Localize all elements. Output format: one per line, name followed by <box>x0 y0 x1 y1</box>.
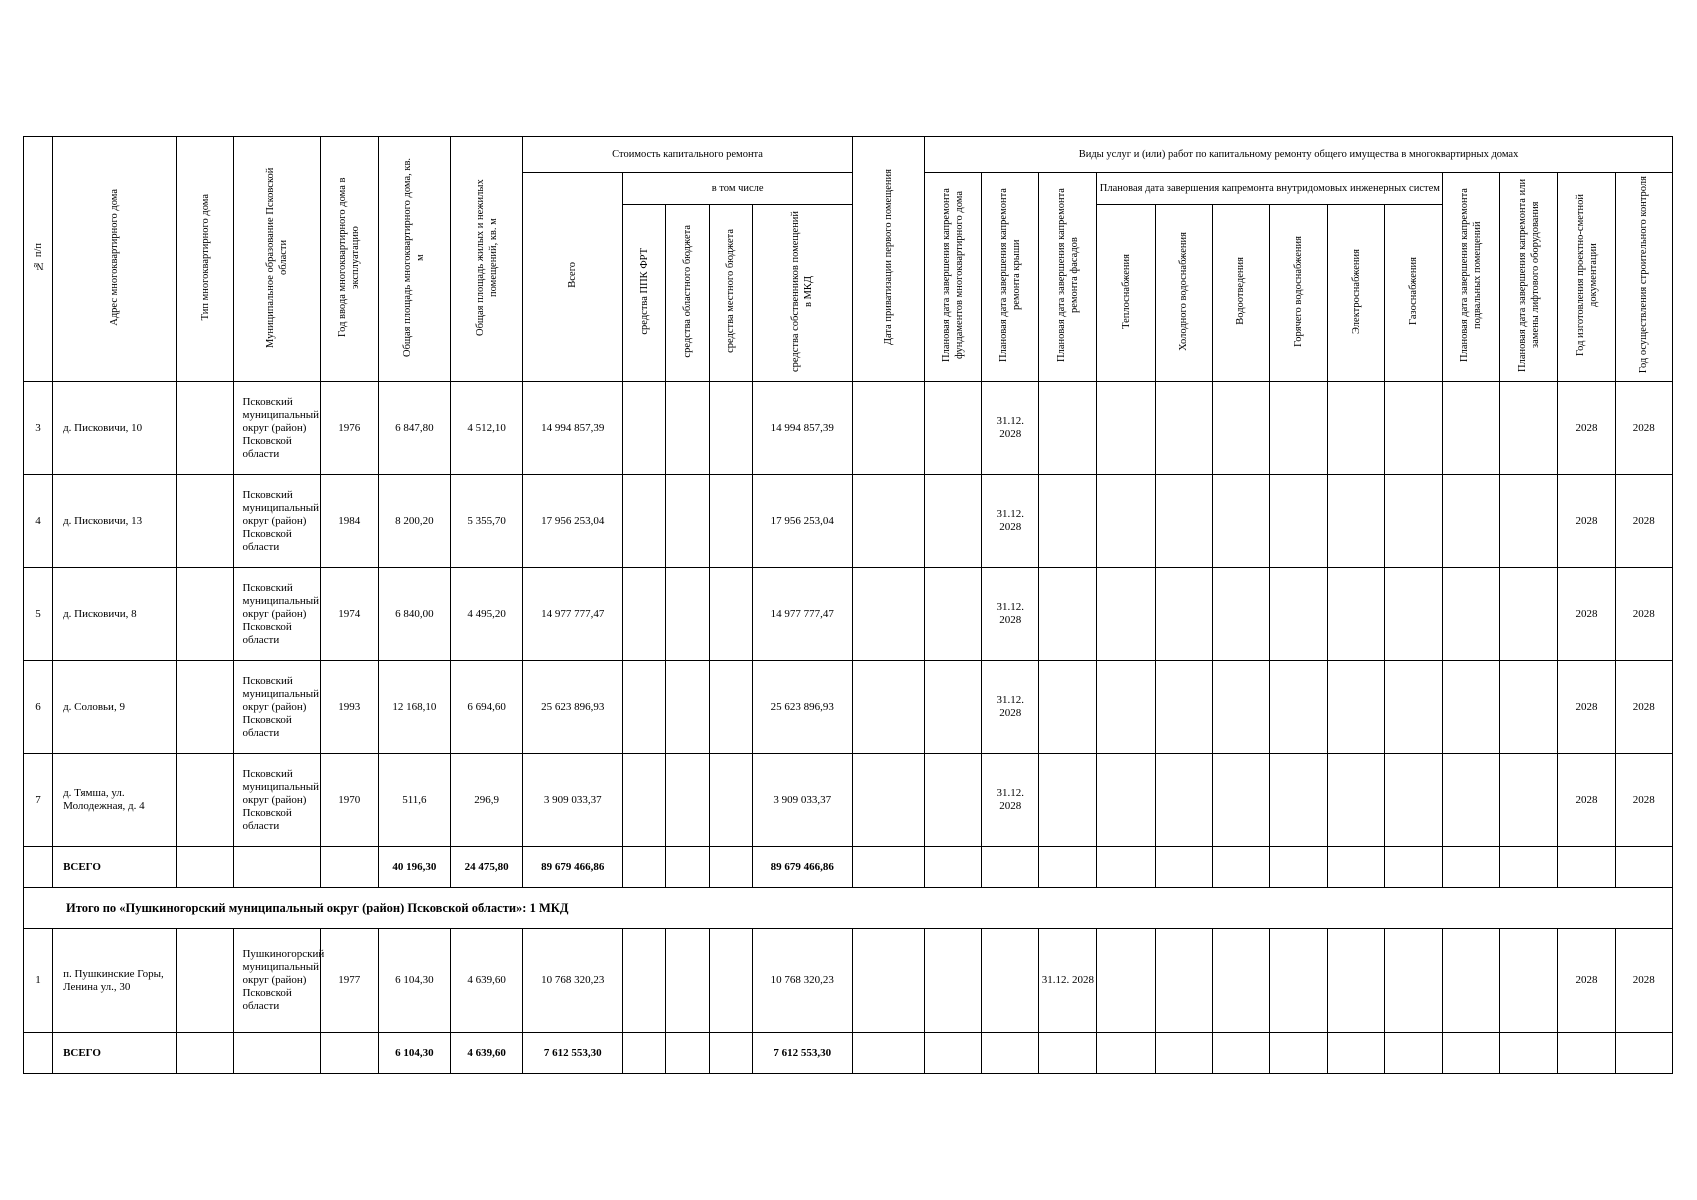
row-w-foundation <box>925 568 982 661</box>
total-works-empty-cell <box>1385 847 1443 888</box>
row-cost-total: 14 994 857,39 <box>523 382 623 475</box>
header-w-design: Год изготовления проектно-сметной документации <box>1558 173 1615 382</box>
total-num <box>24 1033 53 1074</box>
row-year: 1993 <box>320 661 378 754</box>
row-priv-date <box>852 568 924 661</box>
row-w-facade <box>1039 382 1097 475</box>
row-w-facade <box>1039 754 1097 847</box>
row-w-basement <box>1443 929 1500 1033</box>
header-year-in: Год ввода многоквартирного дома в эксплуатацию <box>320 137 378 382</box>
row-eng-empty-cell <box>1385 568 1443 661</box>
row-eng-empty-cell <box>1097 568 1155 661</box>
row-type <box>177 929 234 1033</box>
row-type <box>177 382 234 475</box>
total-works-empty-cell <box>1385 1033 1443 1074</box>
row-eng-empty-cell <box>1327 568 1384 661</box>
row-eng-empty-cell <box>1155 929 1212 1033</box>
header-municipality: Муниципальное образование Псковской области <box>234 137 320 382</box>
row-eng-empty-cell <box>1212 382 1269 475</box>
row-w-roof: 31.12. 2028 <box>982 568 1039 661</box>
table-row <box>24 661 1673 754</box>
row-w-design: 2028 <box>1558 475 1615 568</box>
row-src-empty-cell <box>709 568 752 661</box>
row-src-empty-cell <box>709 929 752 1033</box>
total-src-empty-cell <box>709 847 752 888</box>
row-eng-empty-cell <box>1097 475 1155 568</box>
total-src-owners: 7 612 553,30 <box>752 1033 852 1074</box>
header-type: Тип многоквартирного дома <box>177 137 234 382</box>
row-eng-empty-cell <box>1097 754 1155 847</box>
total-works-empty-cell <box>1039 1033 1097 1074</box>
row-w-lift <box>1500 568 1558 661</box>
row-w-roof <box>982 929 1039 1033</box>
row-w-roof: 31.12. 2028 <box>982 754 1039 847</box>
row-src-empty-cell <box>666 661 709 754</box>
total-num <box>24 847 53 888</box>
total-works-empty-cell <box>1615 1033 1672 1074</box>
row-municipality: Пушкиногорский муниципальный округ (район) Псковской области <box>234 929 320 1033</box>
row-area-total: 8 200,20 <box>378 475 450 568</box>
row-cost-total: 3 909 033,37 <box>523 754 623 847</box>
row-w-lift <box>1500 754 1558 847</box>
row-eng-empty-cell <box>1212 929 1269 1033</box>
row-eng-empty-cell <box>1212 661 1269 754</box>
total-cost-total: 89 679 466,86 <box>523 847 623 888</box>
row-src-empty-cell <box>709 475 752 568</box>
table-row <box>24 475 1673 568</box>
total-area-total: 40 196,30 <box>378 847 450 888</box>
row-w-basement <box>1443 754 1500 847</box>
header-src-local: средства местного бюджета <box>709 205 752 382</box>
row-src-empty-cell <box>623 475 666 568</box>
row-src-owners: 3 909 033,37 <box>752 754 852 847</box>
header-priv-date: Дата приватизации первого помещения <box>852 137 924 382</box>
row-eng-empty-cell <box>1155 568 1212 661</box>
row-w-control: 2028 <box>1615 754 1672 847</box>
total-works-empty-cell <box>1155 1033 1212 1074</box>
header-address: Адрес многоквартирного дома <box>53 137 177 382</box>
row-area-total: 12 168,10 <box>378 661 450 754</box>
row-eng-empty-cell <box>1269 661 1327 754</box>
header-w-lift: Плановая дата завершения капремонта или замены лифтового оборудования <box>1500 173 1558 382</box>
row-num: 7 <box>24 754 53 847</box>
row-w-basement <box>1443 475 1500 568</box>
row-area-rooms: 296,9 <box>450 754 522 847</box>
total-works-empty-cell <box>982 847 1039 888</box>
row-w-roof: 31.12. 2028 <box>982 661 1039 754</box>
row-w-foundation <box>925 661 982 754</box>
row-src-empty-cell <box>623 661 666 754</box>
row-municipality: Псковский муниципальный округ (район) Псковской области <box>234 475 320 568</box>
row-src-empty-cell <box>666 929 709 1033</box>
header-src-region: средства областного бюджета <box>666 205 709 382</box>
row-w-foundation <box>925 475 982 568</box>
row-w-roof: 31.12. 2028 <box>982 382 1039 475</box>
row-w-facade <box>1039 568 1097 661</box>
row-priv-date <box>852 661 924 754</box>
row-w-lift <box>1500 929 1558 1033</box>
total-works-empty-cell <box>1212 847 1269 888</box>
total-works-empty-cell <box>1039 847 1097 888</box>
row-eng-empty-cell <box>1385 929 1443 1033</box>
row-num: 5 <box>24 568 53 661</box>
header-e-cold: Холодного водоснабжения <box>1155 205 1212 382</box>
header-area-rooms: Общая площадь жилых и нежилых помещений, кв. м <box>450 137 522 382</box>
row-municipality: Псковский муниципальный округ (район) Псковской области <box>234 754 320 847</box>
row-eng-empty-cell <box>1212 754 1269 847</box>
row-w-facade: 31.12. 2028 <box>1039 929 1097 1033</box>
row-src-owners: 10 768 320,23 <box>752 929 852 1033</box>
row-w-lift <box>1500 661 1558 754</box>
header-cost-group: Стоимость капитального ремонта <box>523 137 853 173</box>
row-eng-empty-cell <box>1212 568 1269 661</box>
row-src-owners: 14 994 857,39 <box>752 382 852 475</box>
row-w-foundation <box>925 754 982 847</box>
capital-repair-table <box>23 136 1673 1074</box>
total-works-empty-cell <box>1155 847 1212 888</box>
row-w-control: 2028 <box>1615 382 1672 475</box>
total-label: ВСЕГО <box>53 1033 177 1074</box>
total-works-empty-cell <box>852 847 924 888</box>
row-w-control: 2028 <box>1615 929 1672 1033</box>
row-priv-date <box>852 382 924 475</box>
row-year: 1976 <box>320 382 378 475</box>
row-w-control: 2028 <box>1615 661 1672 754</box>
row-year: 1970 <box>320 754 378 847</box>
header-src-owners: средства собственников помещений в МКД <box>752 205 852 382</box>
row-cost-total: 14 977 777,47 <box>523 568 623 661</box>
row-address: п. Пушкинские Горы, Ленина ул., 30 <box>53 929 177 1033</box>
row-src-owners: 25 623 896,93 <box>752 661 852 754</box>
row-eng-empty-cell <box>1327 929 1384 1033</box>
row-eng-empty-cell <box>1155 754 1212 847</box>
row-eng-empty-cell <box>1385 754 1443 847</box>
row-type <box>177 568 234 661</box>
row-address: д. Писковичи, 10 <box>53 382 177 475</box>
total-works-empty-cell <box>1558 1033 1615 1074</box>
row-cost-total: 17 956 253,04 <box>523 475 623 568</box>
row-num: 1 <box>24 929 53 1033</box>
total-works-empty-cell <box>1615 847 1672 888</box>
row-type <box>177 661 234 754</box>
row-area-total: 6 840,00 <box>378 568 450 661</box>
header-cost-total: Всего <box>523 173 623 382</box>
row-eng-empty-cell <box>1327 661 1384 754</box>
table-row <box>24 754 1673 847</box>
row-eng-empty-cell <box>1327 475 1384 568</box>
table-row <box>24 929 1673 1033</box>
row-eng-empty-cell <box>1269 929 1327 1033</box>
row-eng-empty-cell <box>1155 382 1212 475</box>
header-w-basement: Плановая дата завершения капремонта подвальных помещений <box>1443 173 1500 382</box>
total-works-empty-cell <box>1558 847 1615 888</box>
row-w-foundation <box>925 929 982 1033</box>
row-area-rooms: 4 512,10 <box>450 382 522 475</box>
total-works-empty-cell <box>1097 847 1155 888</box>
row-address: д. Соловьи, 9 <box>53 661 177 754</box>
header-e-heat: Теплоснабжения <box>1097 205 1155 382</box>
row-eng-empty-cell <box>1269 382 1327 475</box>
header-w-control: Год осуществления строительного контроля <box>1615 173 1672 382</box>
total-cost-total: 7 612 553,30 <box>523 1033 623 1074</box>
total-works-empty-cell <box>1269 1033 1327 1074</box>
row-w-design: 2028 <box>1558 754 1615 847</box>
row-num: 4 <box>24 475 53 568</box>
row-src-empty-cell <box>666 382 709 475</box>
row-w-control: 2028 <box>1615 568 1672 661</box>
total-type <box>177 1033 234 1074</box>
row-w-facade <box>1039 661 1097 754</box>
total-src-empty-cell <box>666 1033 709 1074</box>
row-w-lift <box>1500 475 1558 568</box>
row-eng-empty-cell <box>1097 382 1155 475</box>
total-works-empty-cell <box>982 1033 1039 1074</box>
total-src-empty-cell <box>709 1033 752 1074</box>
row-type <box>177 754 234 847</box>
row-w-roof: 31.12. 2028 <box>982 475 1039 568</box>
row-src-empty-cell <box>623 929 666 1033</box>
row-municipality: Псковский муниципальный округ (район) Псковской области <box>234 568 320 661</box>
total-works-empty-cell <box>1327 847 1384 888</box>
total-area-total: 6 104,30 <box>378 1033 450 1074</box>
total-works-empty-cell <box>1327 1033 1384 1074</box>
section-row <box>24 888 1673 929</box>
row-eng-empty-cell <box>1269 475 1327 568</box>
header-w-facade: Плановая дата завершения капремонта ремонта фасадов <box>1039 173 1097 382</box>
header-e-hot: Горячего водоснабжения <box>1269 205 1327 382</box>
row-src-empty-cell <box>709 382 752 475</box>
total-year <box>320 1033 378 1074</box>
row-w-basement <box>1443 661 1500 754</box>
table-row <box>24 382 1673 475</box>
row-src-empty-cell <box>709 754 752 847</box>
header-w-roof: Плановая дата завершения капремонта ремонта крыши <box>982 173 1039 382</box>
row-w-foundation <box>925 382 982 475</box>
total-municipality <box>234 1033 320 1074</box>
row-area-rooms: 4 639,60 <box>450 929 522 1033</box>
row-priv-date <box>852 929 924 1033</box>
row-src-empty-cell <box>666 568 709 661</box>
row-w-design: 2028 <box>1558 929 1615 1033</box>
header-e-gas: Газоснабжения <box>1385 205 1443 382</box>
row-eng-empty-cell <box>1385 475 1443 568</box>
row-cost-total: 25 623 896,93 <box>523 661 623 754</box>
row-w-control: 2028 <box>1615 475 1672 568</box>
row-area-rooms: 5 355,70 <box>450 475 522 568</box>
header-w-foundation: Плановая дата завершения капремонта фундаментов многоквартирного дома <box>925 173 982 382</box>
table-body <box>24 382 1673 1074</box>
row-w-design: 2028 <box>1558 568 1615 661</box>
row-src-empty-cell <box>709 661 752 754</box>
header-area-total: Общая площадь многоквартирного дома, кв. м <box>378 137 450 382</box>
row-municipality: Псковский муниципальный округ (район) Псковской области <box>234 661 320 754</box>
total-area-rooms: 4 639,60 <box>450 1033 522 1074</box>
row-w-basement <box>1443 382 1500 475</box>
row-eng-empty-cell <box>1212 475 1269 568</box>
row-eng-empty-cell <box>1327 382 1384 475</box>
row-src-empty-cell <box>623 754 666 847</box>
header-e-drain: Водоотведения <box>1212 205 1269 382</box>
row-municipality: Псковский муниципальный округ (район) Псковской области <box>234 382 320 475</box>
header-works-group: Виды услуг и (или) работ по капитальному ремонту общего имущества в многоквартирных домах <box>925 137 1673 173</box>
table-header <box>24 137 1673 382</box>
total-works-empty-cell <box>1443 1033 1500 1074</box>
total-src-owners: 89 679 466,86 <box>752 847 852 888</box>
header-e-power: Электроснабжения <box>1327 205 1384 382</box>
row-eng-empty-cell <box>1097 661 1155 754</box>
row-area-rooms: 6 694,60 <box>450 661 522 754</box>
total-works-empty-cell <box>1500 847 1558 888</box>
total-src-empty-cell <box>623 847 666 888</box>
row-w-design: 2028 <box>1558 382 1615 475</box>
row-w-lift <box>1500 382 1558 475</box>
row-eng-empty-cell <box>1155 475 1212 568</box>
row-w-basement <box>1443 568 1500 661</box>
total-src-empty-cell <box>666 847 709 888</box>
row-cost-total: 10 768 320,23 <box>523 929 623 1033</box>
total-works-empty-cell <box>925 1033 982 1074</box>
total-works-empty-cell <box>1500 1033 1558 1074</box>
header-num: № п/п <box>24 137 53 382</box>
row-w-facade <box>1039 475 1097 568</box>
row-src-empty-cell <box>666 754 709 847</box>
row-src-empty-cell <box>666 475 709 568</box>
row-eng-empty-cell <box>1269 568 1327 661</box>
total-works-empty-cell <box>1212 1033 1269 1074</box>
row-area-total: 6 847,80 <box>378 382 450 475</box>
total-src-empty-cell <box>623 1033 666 1074</box>
row-address: д. Писковичи, 13 <box>53 475 177 568</box>
row-w-design: 2028 <box>1558 661 1615 754</box>
total-row <box>24 847 1673 888</box>
row-src-empty-cell <box>623 382 666 475</box>
total-works-empty-cell <box>1443 847 1500 888</box>
header-eng-group: Плановая дата завершения капремонта внутридомовых инженерных систем <box>1097 173 1443 205</box>
row-priv-date <box>852 754 924 847</box>
row-eng-empty-cell <box>1385 661 1443 754</box>
total-row <box>24 1033 1673 1074</box>
row-num: 6 <box>24 661 53 754</box>
row-year: 1984 <box>320 475 378 568</box>
section-title: Итого по «Пушкиногорский муниципальный округ (район) Псковской области»: 1 МКД <box>24 888 1673 929</box>
row-eng-empty-cell <box>1385 382 1443 475</box>
row-area-total: 511,6 <box>378 754 450 847</box>
row-priv-date <box>852 475 924 568</box>
row-type <box>177 475 234 568</box>
header-incl: в том числе <box>623 173 853 205</box>
total-works-empty-cell <box>1097 1033 1155 1074</box>
row-eng-empty-cell <box>1097 929 1155 1033</box>
row-eng-empty-cell <box>1269 754 1327 847</box>
total-municipality <box>234 847 320 888</box>
row-area-rooms: 4 495,20 <box>450 568 522 661</box>
total-area-rooms: 24 475,80 <box>450 847 522 888</box>
row-num: 3 <box>24 382 53 475</box>
row-year: 1977 <box>320 929 378 1033</box>
row-year: 1974 <box>320 568 378 661</box>
row-address: д. Тямша, ул. Молодежная, д. 4 <box>53 754 177 847</box>
row-eng-empty-cell <box>1327 754 1384 847</box>
total-type <box>177 847 234 888</box>
row-address: д. Писковичи, 8 <box>53 568 177 661</box>
total-works-empty-cell <box>852 1033 924 1074</box>
header-src-ppk: средства ППК ФРТ <box>623 205 666 382</box>
total-works-empty-cell <box>925 847 982 888</box>
row-src-empty-cell <box>623 568 666 661</box>
row-src-owners: 14 977 777,47 <box>752 568 852 661</box>
row-eng-empty-cell <box>1155 661 1212 754</box>
table-row <box>24 568 1673 661</box>
row-area-total: 6 104,30 <box>378 929 450 1033</box>
total-label: ВСЕГО <box>53 847 177 888</box>
row-src-owners: 17 956 253,04 <box>752 475 852 568</box>
total-works-empty-cell <box>1269 847 1327 888</box>
total-year <box>320 847 378 888</box>
